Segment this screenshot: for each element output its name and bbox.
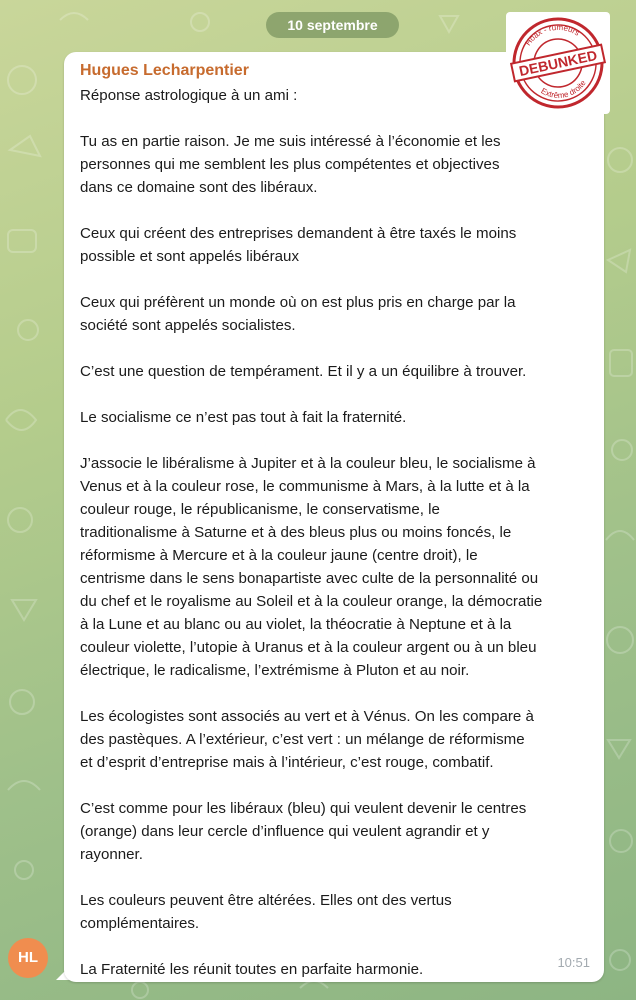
message-paragraph: Les couleurs peuvent être altérées. Elles ont des vertus complémentaires.: [80, 892, 452, 932]
message-paragraph: Ceux qui créent des entreprises demandent à être taxés le moins possible et sont appelés libéraux: [80, 225, 517, 265]
debunked-stamp-icon: [506, 12, 610, 114]
message-paragraph: Les écologistes sont associés au vert et à Vénus. On les compare à des pastèques. A l’extérieur, c’est vert : un mélange de réformisme et d’esprit d’entreprise mais à l’intérieur, c’est rouge, combatif.: [80, 708, 534, 771]
message-text: [80, 84, 585, 981]
svg-text:Extrême droite: Extrême droite: [539, 78, 588, 101]
message-bubble[interactable]: [64, 52, 604, 982]
message-paragraph: Le socialisme ce n’est pas tout à fait la fraternité.: [80, 409, 407, 426]
message-paragraph: Tu as en partie raison. Je me suis intéressé à l’économie et les personnes qui me semblent les plus compétentes et objectives dans ce domaine sont des libéraux.: [80, 133, 501, 196]
svg-text:DEBUNKED: DEBUNKED: [517, 46, 599, 80]
sender-avatar[interactable]: HL: [8, 938, 48, 978]
date-separator: 10 septembre: [266, 12, 399, 38]
sender-name[interactable]: Hugues Lecharpentier: [80, 62, 249, 79]
message-paragraph: C’est une question de tempérament. Et il y a un équilibre à trouver.: [80, 363, 527, 380]
message-paragraph: Ceux qui préfèrent un monde où on est plus pris en charge par la société sont appelés socialistes.: [80, 294, 516, 334]
message-paragraph: C’est comme pour les libéraux (bleu) qui veulent devenir le centres (orange) dans leur cercle d’influence qui veulent agrandir et y rayonner.: [80, 800, 527, 863]
debunked-stamp: [506, 12, 610, 114]
message-paragraph: J’associe le libéralisme à Jupiter et à la couleur bleu, le socialisme à Venus et à la couleur rose, le communisme à Mars, à la lutte et à la couleur rouge, le républicanisme, le conservatisme, le traditionalisme à Saturne et à des bleus plus ou moins foncés, le réformisme à Mercure et à la couleur jaune (centre droit), le centrisme dans le sens bonapartiste avec culte de la personnalité ou du chef et le royalisme au Soleil et à la couleur orange, la démocratie à la Lune et au blanc ou au violet, la théocratie à Neptune et à la couleur violette, l’utopie à Uranus et à la couleur argent ou à un bleu électrique, le radicalisme, l’extrémisme à Pluton et au noir.: [80, 455, 543, 679]
message-timestamp: 10:51: [557, 955, 590, 970]
message-paragraph: La Fraternité les réunit toutes en parfaite harmonie.: [80, 961, 424, 978]
svg-text:Hoax - rumeurs: Hoax - rumeurs: [523, 22, 582, 48]
message-paragraph: Réponse astrologique à un ami :: [80, 87, 298, 104]
